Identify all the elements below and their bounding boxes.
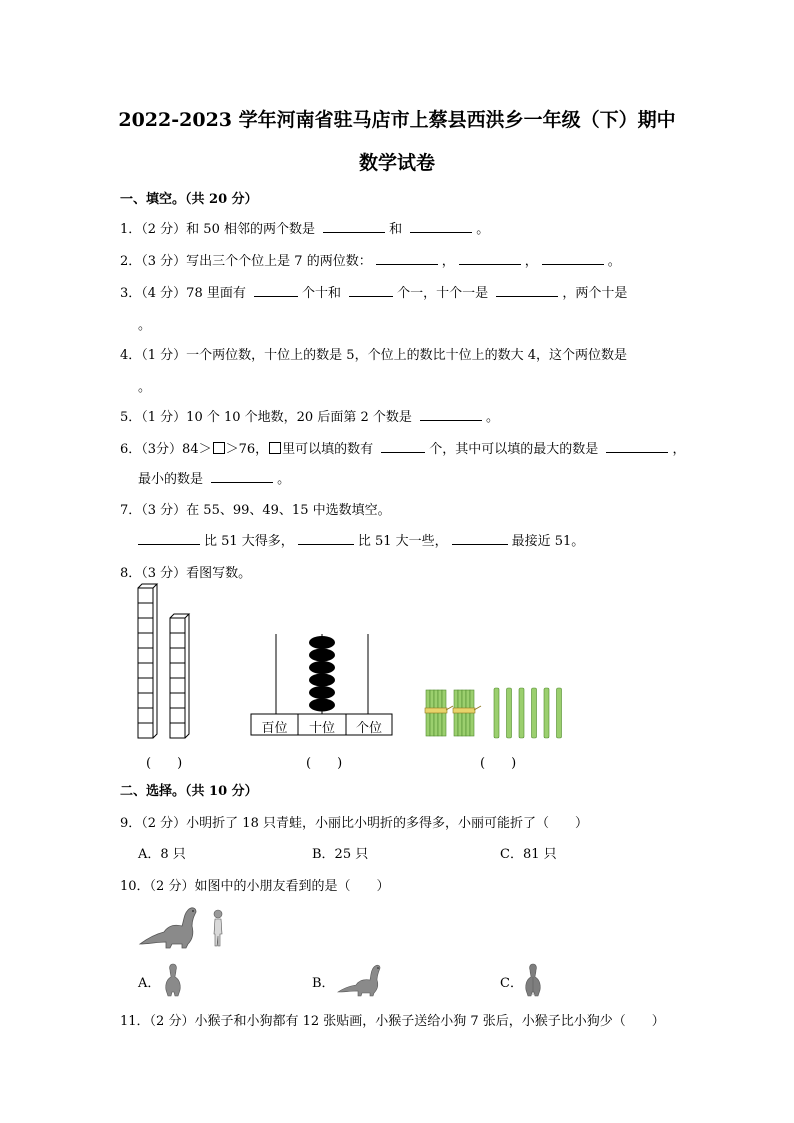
cube — [138, 648, 153, 663]
abacus-bead — [309, 686, 335, 699]
q10-option-b[interactable]: B． — [312, 976, 335, 991]
q3-text: 3．（4 分）78 里面有 — [120, 286, 246, 301]
question-5 — [120, 406, 499, 425]
answer-blank[interactable] — [298, 532, 354, 545]
cube — [138, 708, 153, 723]
dinosaur-side-view-icon — [336, 962, 392, 998]
single-stick — [507, 688, 512, 738]
q9-option-a[interactable]: A．8 只 — [138, 847, 186, 862]
answer-blank[interactable] — [410, 220, 472, 233]
section-heading-choice: 二、选择。（共 10 分） — [120, 784, 258, 799]
question-6 — [120, 438, 685, 457]
q7-cont-b: 比 51 大一些， — [357, 534, 448, 549]
single-stick — [557, 688, 562, 738]
cube-side — [153, 584, 157, 738]
q6-text-e: ， — [672, 442, 686, 457]
q10-option-c[interactable]: C． — [500, 976, 523, 991]
q6-continuation — [138, 468, 290, 487]
stick-bundle — [425, 690, 453, 736]
q5-end: 。 — [486, 410, 500, 425]
answer-blank[interactable] — [381, 440, 425, 453]
cube — [170, 708, 185, 723]
q6-text: 6．（3分）84＞ — [120, 442, 212, 457]
q3-text-b: 个十和 — [302, 286, 342, 301]
q1-and: 和 — [389, 222, 403, 237]
dinosaur-back-view-icon — [520, 962, 546, 998]
abacus-beads — [309, 636, 335, 712]
answer-blank[interactable] — [323, 220, 385, 233]
square-box — [269, 442, 281, 454]
sticks-figure — [422, 686, 582, 742]
question-2 — [120, 250, 621, 269]
abacus-bead — [309, 649, 335, 662]
answer-paren[interactable]: ( ) — [306, 756, 343, 771]
square-box — [213, 442, 225, 454]
cube — [138, 603, 153, 618]
answer-blank[interactable] — [459, 252, 521, 265]
cube — [138, 588, 153, 603]
cube — [170, 663, 185, 678]
q6-cont-text: 最小的数是 — [138, 472, 204, 487]
cube — [170, 633, 185, 648]
page-title: 2022-2023 学年河南省驻马店市上蔡县西洪乡一年级（下）期中 — [118, 109, 676, 131]
page-title-line2: 数学试卷 — [358, 152, 435, 174]
single-stick — [494, 688, 499, 738]
single-stick — [532, 688, 537, 738]
cube — [138, 723, 153, 738]
q6-cont-end: 。 — [277, 472, 291, 487]
question-9: 9．（2 分）小明折了 18 只青蛙，小丽比小明折的多得多，小丽可能折了（ ） — [120, 816, 588, 831]
question-7: 7．（3 分）在 55、99、49、15 中选数填空。 — [120, 503, 391, 518]
abacus-bead — [309, 674, 335, 687]
cube-tower-tall — [138, 584, 157, 738]
bundle-tie — [425, 708, 447, 713]
q2-sep: ， — [441, 254, 455, 269]
cube — [138, 663, 153, 678]
q1-text: 1．（2 分）和 50 相邻的两个数是 — [120, 222, 315, 237]
answer-blank[interactable] — [420, 408, 482, 421]
q5-text: 5．（1 分）10 个 10 个地数，20 后面第 2 个数是 — [120, 410, 412, 425]
question-3 — [120, 282, 627, 301]
q6-text-b: ＞76， — [225, 442, 269, 457]
q9-option-b[interactable]: B．25 只 — [312, 847, 369, 862]
q2-text: 2．（3 分）写出三个个位上是 7 的两位数： — [120, 254, 372, 269]
q1-end: 。 — [476, 222, 490, 237]
cube — [170, 723, 185, 738]
abacus-label-hundreds: 百位 — [261, 721, 288, 736]
dinosaur-front-view-icon — [160, 962, 186, 998]
single-sticks — [494, 688, 562, 738]
cube — [138, 678, 153, 693]
cube — [170, 648, 185, 663]
question-8: 8．（3 分）看图写数。 — [120, 566, 252, 581]
q7-continuation — [138, 530, 584, 549]
answer-blank[interactable] — [211, 470, 273, 483]
section-heading-fill: 一、填空。（共 20 分） — [120, 192, 258, 207]
q7-cont-a: 比 51 大得多， — [204, 534, 294, 549]
q2-end: 。 — [607, 254, 621, 269]
abacus-bead — [309, 636, 335, 649]
answer-blank[interactable] — [254, 284, 298, 297]
answer-paren[interactable]: ( ) — [480, 756, 517, 771]
cube — [138, 693, 153, 708]
q9-option-c[interactable]: C．81 只 — [500, 847, 557, 862]
cube — [138, 618, 153, 633]
stick-bundle — [453, 690, 481, 736]
cube-top — [138, 584, 157, 588]
cube-top — [170, 614, 189, 618]
question-1 — [120, 218, 489, 237]
cube — [170, 618, 185, 633]
cube-side — [185, 614, 189, 738]
question-11: 11．（2 分）小猴子和小狗都有 12 张贴画，小猴子送给小狗 7 张后，小猴子比小狗少（ ） — [120, 1014, 665, 1029]
abacus-bead — [309, 661, 335, 674]
dinosaur-scene-image — [138, 904, 228, 950]
single-stick — [544, 688, 549, 738]
abacus-bead — [309, 699, 335, 712]
cube-towers-figure — [136, 588, 196, 744]
answer-blank[interactable] — [138, 532, 200, 545]
abacus-label-ones: 个位 — [355, 721, 382, 736]
cube-tower-short — [170, 614, 189, 738]
answer-blank[interactable] — [496, 284, 558, 297]
answer-blank[interactable] — [606, 440, 668, 453]
stick-bundles — [425, 690, 481, 736]
bundle-tie — [453, 708, 475, 713]
q3-text-d: ，两个十是 — [562, 286, 628, 301]
answer-blank[interactable] — [542, 252, 604, 265]
q10-option-a[interactable]: A． — [138, 976, 161, 991]
question-4: 4．（1 分）一个两位数，十位上的数是 5，个位上的数比十位上的数大 4，这个两位数是 — [120, 348, 627, 363]
q3-text-c: 个一，十个一是 — [397, 286, 489, 301]
answer-blank[interactable] — [376, 252, 438, 265]
q7-cont-c: 最接近 51。 — [511, 534, 585, 549]
answer-blank[interactable] — [349, 284, 393, 297]
q2-sep: ， — [524, 254, 538, 269]
q4-continuation: 。 — [138, 380, 152, 395]
abacus-label-tens: 十位 — [308, 721, 335, 736]
answer-blank[interactable] — [452, 532, 508, 545]
cube — [138, 633, 153, 648]
cube — [170, 678, 185, 693]
single-stick — [519, 688, 524, 738]
q6-text-d: 个，其中可以填的最大的数是 — [429, 442, 599, 457]
q6-text-c: 里可以填的数有 — [282, 442, 374, 457]
cube — [170, 693, 185, 708]
question-10: 10．（2 分）如图中的小朋友看到的是（ ） — [120, 879, 390, 894]
answer-paren[interactable]: ( ) — [146, 756, 183, 771]
q3-continuation: 。 — [138, 318, 152, 333]
